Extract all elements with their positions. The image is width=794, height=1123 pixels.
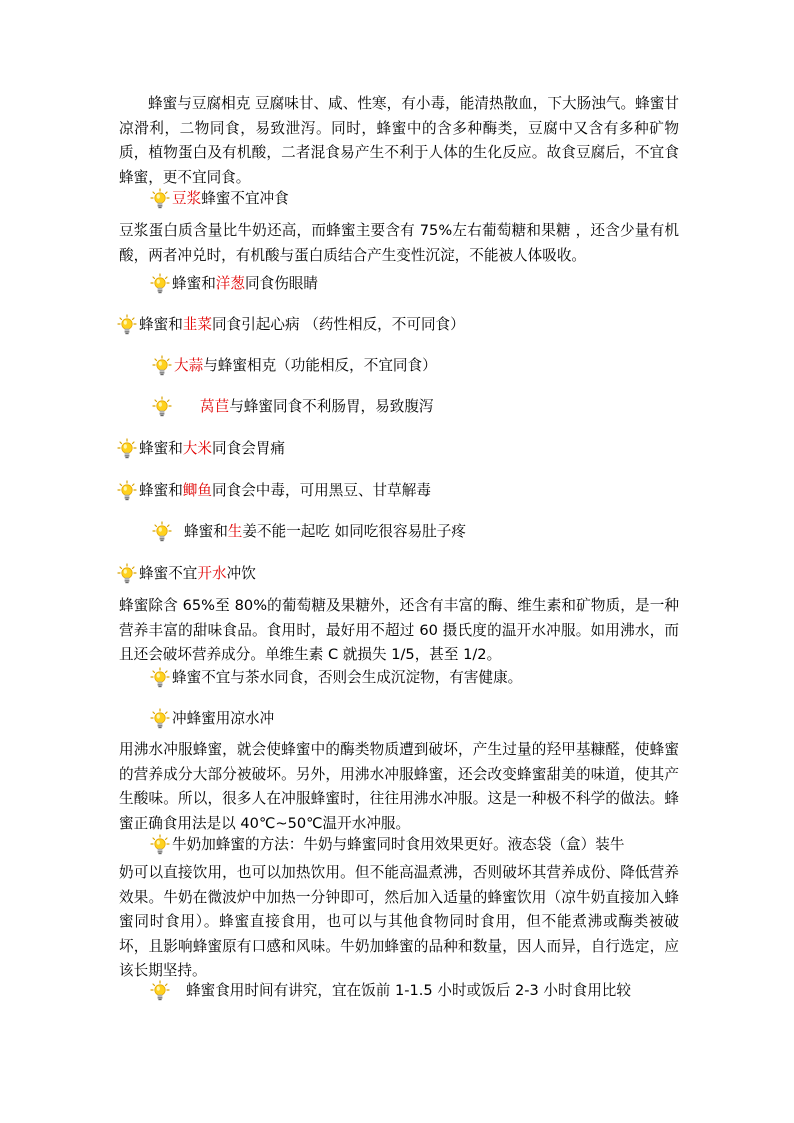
heading-crucian: 蜂蜜和鲫鱼同食会中毒，可用黑豆、甘草解毒 — [117, 480, 431, 502]
lightbulb-icon — [150, 980, 170, 1002]
milk-honey-paragraph: 奶可以直接饮用，也可以加热饮用。但不能高温煮沸，否则破坏其营养成份、降低营养效果。牛奶在微波炉中加热一分钟即可，然后加入适量的蜂蜜饮用（凉牛奶直接加入蜂蜜同时食用）。蜂蜜直接食用，也可以与其他食物同时食用，但不能煮沸或酶类被破坏，且影响蜂蜜原有口感和风味。牛奶加蜂蜜的品种和数量，因人而异，自行选定，应该长期坚持。 — [119, 864, 679, 979]
lightbulb-icon — [117, 480, 137, 502]
lightbulb-icon — [117, 563, 137, 585]
lightbulb-icon — [150, 708, 170, 730]
lightbulb-icon — [152, 396, 172, 418]
boiling-water-paragraph: 蜂蜜除含 65%至 80%的葡萄糖及果糖外，还含有丰富的酶、维生素和矿物质，是一种营养丰富的甜味食品。食用时，最好用不超过 60 摄氏度的温开水冲服。如用沸水，而且还会破坏营养成分。单维生素 C 就损失 1/5，甚至 1/2。 — [119, 597, 679, 663]
lightbulb-icon — [152, 521, 172, 543]
heading-garlic: 大蒜与蜂蜜相克（功能相反，不宜同食） — [152, 355, 437, 377]
heading-soymilk: 豆浆蜂蜜不宜冲食 — [150, 188, 289, 210]
lightbulb-icon — [150, 667, 170, 689]
lightbulb-icon — [117, 438, 137, 460]
heading-boiling-water: 蜂蜜不宜开水冲饮 — [117, 563, 256, 585]
heading-ginger: 蜂蜜和生姜不能一起吃 如同吃很容易肚子疼 — [152, 521, 466, 543]
heading-lettuce: 莴苣与蜂蜜同食不利肠胃，易致腹泻 — [152, 396, 434, 418]
cold-water-paragraph: 用沸水冲服蜂蜜，就会使蜂蜜中的酶类物质遭到破坏，产生过量的羟甲基糠醛，使蜂蜜的营养成分大部分被破坏。另外，用沸水冲服蜂蜜，还会改变蜂蜜甜美的味道，使其产生酸味。所以，很多人在冲服蜂蜜时，往往用沸水冲服。这是一种极不科学的做法。蜂蜜正确食用法是以 40℃~50℃温开水冲服。 — [119, 741, 679, 832]
lightbulb-icon — [152, 355, 172, 377]
intro-paragraph: 蜂蜜与豆腐相克 豆腐味甘、咸、性寒，有小毒，能清热散血，下大肠浊气。蜂蜜甘凉滑利，二物同食，易致泄泻。同时，蜂蜜中的含多种酶类，豆腐中又含有多种矿物质，植物蛋白及有机酸，二者混食易产生不利于人体的生化反应。故食豆腐后，不宜食蜂蜜，更不宜同食。 — [119, 95, 679, 186]
heading-cold-water: 冲蜂蜜用凉水冲 — [150, 708, 274, 730]
lightbulb-icon — [150, 273, 170, 295]
heading-milk-honey: 牛奶加蜂蜜的方法：牛奶与蜂蜜同时食用效果更好。液态袋（盒）装牛 — [150, 834, 624, 856]
lightbulb-icon — [117, 314, 137, 336]
heading-onion: 蜂蜜和洋葱同食伤眼睛 — [150, 273, 318, 295]
lightbulb-icon — [150, 834, 170, 856]
heading-rice: 蜂蜜和大米同食会胃痛 — [117, 438, 285, 460]
heading-tea: 蜂蜜不宜与茶水同食，否则会生成沉淀物，有害健康。 — [150, 667, 522, 689]
heading-chives: 蜂蜜和韭菜同食引起心病 （药性相反，不可同食） — [117, 314, 465, 336]
lightbulb-icon — [150, 188, 170, 210]
soymilk-paragraph: 豆浆蛋白质含量比牛奶还高，而蜂蜜主要含有 75%左右葡萄糖和果糖 ，还含少量有机酸，两者冲兑时，有机酸与蛋白质结合产生变性沉淀，不能被人体吸收。 — [119, 222, 679, 264]
heading-eating-time: 蜂蜜食用时间有讲究，宜在饭前 1-1.5 小时或饭后 2-3 小时食用比较 — [150, 980, 631, 1002]
